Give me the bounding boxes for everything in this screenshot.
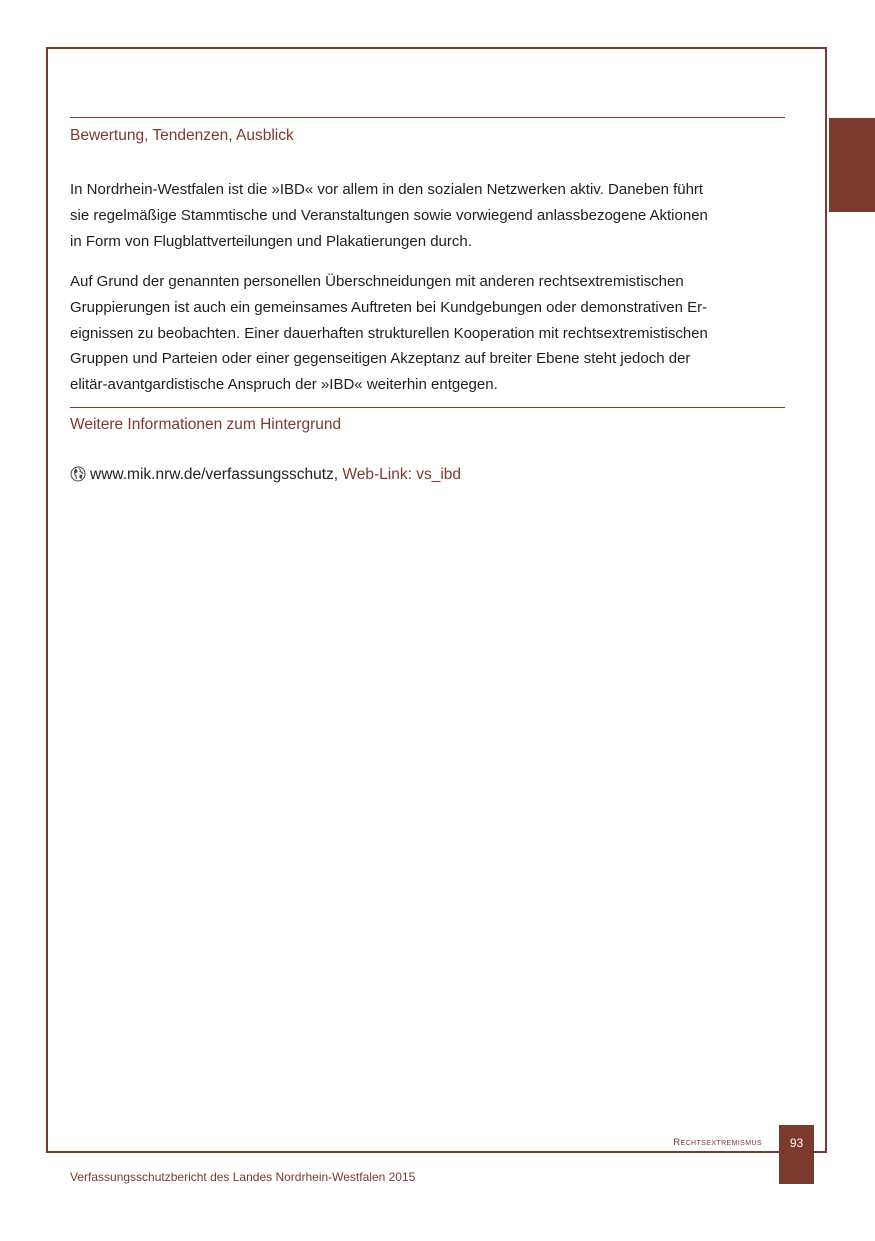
paragraph-cooperation	[70, 269, 785, 398]
page-number-box	[779, 1125, 814, 1184]
web-link-label[interactable]: Web-Link: vs_ibd	[342, 466, 462, 483]
web-link-url[interactable]: www.mik.nrw.de/verfassungsschutz,	[90, 466, 339, 483]
section-heading-assessment: Bewertung, Tendenzen, Ausblick	[70, 127, 294, 144]
text-line: Gruppierungen ist auch ein gemeinsames Auftreten bei Kundgebungen oder demonstrativen Er-	[70, 298, 708, 316]
section-heading-further-info: Weitere Informationen zum Hintergrund	[70, 416, 342, 433]
globe-icon	[70, 466, 86, 482]
text-line: in Form von Flugblattverteilungen und Plakatierungen durch.	[70, 232, 472, 250]
section-rule-info	[70, 407, 785, 408]
web-link-line[interactable]	[70, 464, 461, 486]
chapter-side-tab	[829, 118, 875, 212]
page-number: 93	[789, 1136, 804, 1150]
text-line: Auf Grund der genannten personellen Überschneidungen mit anderen rechtsextremistischen	[70, 273, 684, 290]
text-line: eignissen zu beobachten. Einer dauerhaften strukturellen Kooperation mit rechtsextremistischen	[70, 324, 708, 342]
text-line: sie regelmäßige Stammtische und Veranstaltungen sowie vorwiegend anlassbezogene Aktionen	[70, 206, 708, 224]
paragraph-activities	[70, 177, 785, 254]
text-line: Gruppen und Parteien oder einer gegenseitigen Akzeptanz auf breiter Ebene steht jedoch der	[70, 350, 691, 368]
publication-footer: Verfassungsschutzbericht des Landes Nordrhein-Westfalen 2015	[70, 1170, 416, 1184]
text-line: In Nordrhein-Westfalen ist die »IBD« vor allem in den sozialen Netzwerken aktiv. Daneben führt	[70, 181, 704, 198]
text-line: elitär-avantgardistische Anspruch der »IBD« weiterhin entgegen.	[70, 376, 498, 394]
running-head: Rechtsextremismus	[673, 1137, 762, 1148]
section-rule-top	[70, 117, 785, 118]
